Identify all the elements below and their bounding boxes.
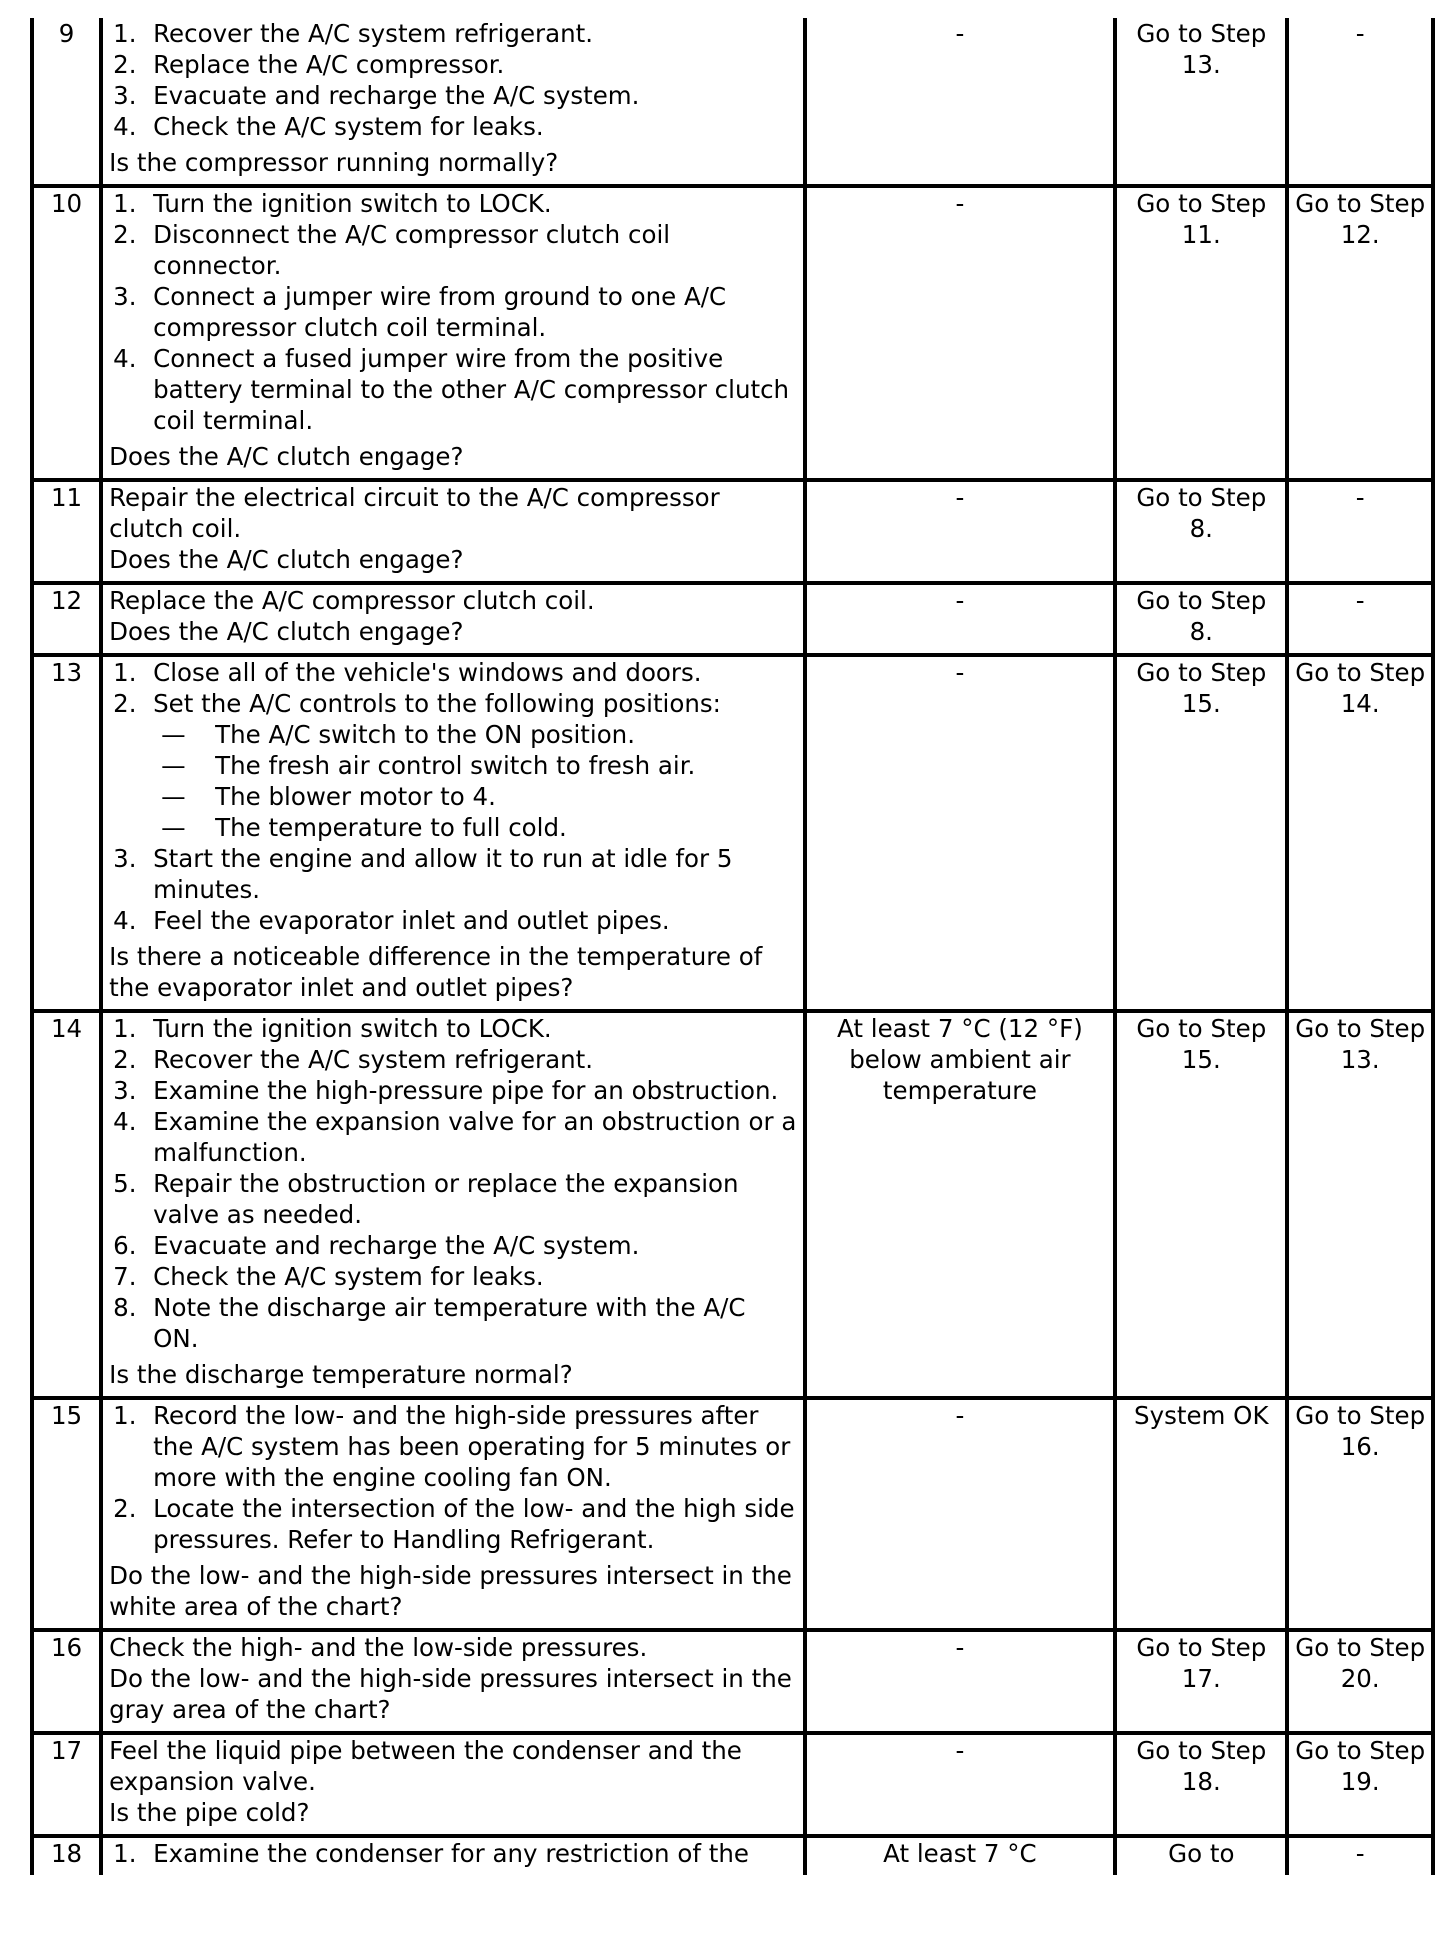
action-item: [109, 843, 797, 905]
no-action: Go to Step 20.: [1287, 1630, 1433, 1733]
action-text: Examine the high-pressure pipe for an obstruction.: [153, 1076, 779, 1105]
table-row: [32, 583, 1433, 655]
step-actions: [101, 1398, 805, 1630]
table-row: [32, 1733, 1433, 1836]
step-instruction: Repair the electrical circuit to the A/C compressor clutch coil.: [109, 483, 720, 543]
action-item: [109, 1261, 797, 1292]
yes-action: Go to: [1115, 1836, 1287, 1875]
dash-bullet: —: [161, 782, 186, 811]
action-list: [109, 1838, 797, 1869]
step-actions: [101, 1733, 805, 1836]
table-row: [32, 655, 1433, 1011]
setting-text: The A/C switch to the ON position.: [215, 720, 635, 749]
action-number: 8.: [113, 1293, 137, 1322]
action-text: Close all of the vehicle's windows and doors.: [153, 658, 702, 687]
step-actions: [101, 480, 805, 583]
spec-value: At least 7 °C (12 °F) below ambient air temperature: [805, 1011, 1116, 1398]
action-item: [109, 49, 797, 80]
action-number: 2.: [113, 220, 137, 249]
setting-item: [109, 719, 797, 750]
action-text: Start the engine and allow it to run at idle for 5 minutes.: [153, 844, 733, 904]
action-item: [109, 18, 797, 49]
action-item: [109, 1075, 797, 1106]
step-number: 11: [32, 480, 101, 583]
action-item: [109, 1292, 797, 1354]
spec-value: -: [805, 18, 1116, 186]
action-item: [109, 1838, 797, 1869]
yes-action: Go to Step 18.: [1115, 1733, 1287, 1836]
step-number: 14: [32, 1011, 101, 1398]
action-text: Examine the condenser for any restriction of the: [153, 1839, 749, 1868]
step-question: Does the A/C clutch engage?: [109, 545, 464, 574]
step-number: 17: [32, 1733, 101, 1836]
step-actions: [101, 1836, 805, 1875]
yes-action: Go to Step 8.: [1115, 583, 1287, 655]
no-action: Go to Step 12.: [1287, 186, 1433, 480]
action-list: [109, 188, 797, 436]
action-text: Locate the intersection of the low- and the high side pressures. Refer to Handling Refrigerant.: [153, 1494, 795, 1554]
step-actions: [101, 18, 805, 186]
diagnostic-table: [30, 18, 1435, 1875]
step-number: 13: [32, 655, 101, 1011]
action-item: [109, 343, 797, 436]
table-row: [32, 1398, 1433, 1630]
dash-bullet: —: [161, 751, 186, 780]
action-text: Examine the expansion valve for an obstruction or a malfunction.: [153, 1107, 797, 1167]
action-list: [109, 843, 797, 936]
step-question: Is the discharge temperature normal?: [109, 1360, 573, 1389]
action-number: 4.: [113, 906, 137, 935]
step-number: 16: [32, 1630, 101, 1733]
action-item: [109, 1400, 797, 1493]
spec-value: -: [805, 655, 1116, 1011]
action-text: Set the A/C controls to the following positions:: [153, 689, 721, 718]
yes-action: Go to Step 8.: [1115, 480, 1287, 583]
table-row: [32, 480, 1433, 583]
action-number: 3.: [113, 1076, 137, 1105]
action-text: Replace the A/C compressor.: [153, 50, 505, 79]
action-item: [109, 688, 797, 719]
no-action: Go to Step 13.: [1287, 1011, 1433, 1398]
action-text: Connect a fused jumper wire from the positive battery terminal to the other A/C compressor clutch coil terminal.: [153, 344, 790, 435]
action-number: 3.: [113, 844, 137, 873]
yes-action: Go to Step 11.: [1115, 186, 1287, 480]
action-text: Evacuate and recharge the A/C system.: [153, 81, 640, 110]
action-item: [109, 1230, 797, 1261]
action-text: Recover the A/C system refrigerant.: [153, 1045, 594, 1074]
action-number: 3.: [113, 282, 137, 311]
action-number: 2.: [113, 689, 137, 718]
no-action: -: [1287, 583, 1433, 655]
yes-action: System OK: [1115, 1398, 1287, 1630]
action-item: [109, 1106, 797, 1168]
step-actions: [101, 1630, 805, 1733]
action-item: [109, 281, 797, 343]
action-number: 1.: [113, 19, 137, 48]
spec-value: At least 7 °C: [805, 1836, 1116, 1875]
action-text: Turn the ignition switch to LOCK.: [153, 189, 552, 218]
table-row: [32, 1011, 1433, 1398]
setting-item: [109, 812, 797, 843]
no-action: Go to Step 19.: [1287, 1733, 1433, 1836]
action-number: 6.: [113, 1231, 137, 1260]
table-row: [32, 1630, 1433, 1733]
step-actions: [101, 583, 805, 655]
action-number: 4.: [113, 112, 137, 141]
setting-text: The fresh air control switch to fresh air.: [215, 751, 696, 780]
setting-item: [109, 781, 797, 812]
table-row: [32, 1836, 1433, 1875]
action-number: 1.: [113, 1839, 137, 1868]
action-item: [109, 219, 797, 281]
no-action: -: [1287, 18, 1433, 186]
yes-action: Go to Step 15.: [1115, 655, 1287, 1011]
action-number: 4.: [113, 1107, 137, 1136]
setting-text: The blower motor to 4.: [215, 782, 496, 811]
action-item: [109, 1044, 797, 1075]
step-question: Do the low- and the high-side pressures intersect in the white area of the chart?: [109, 1561, 792, 1621]
step-actions: [101, 655, 805, 1011]
step-instruction: Feel the liquid pipe between the condenser and the expansion valve.: [109, 1736, 742, 1796]
action-number: 4.: [113, 344, 137, 373]
setting-text: The temperature to full cold.: [215, 813, 567, 842]
step-number: 10: [32, 186, 101, 480]
dash-bullet: —: [161, 813, 186, 842]
action-item: [109, 657, 797, 688]
spec-value: -: [805, 186, 1116, 480]
action-item: [109, 80, 797, 111]
action-item: [109, 111, 797, 142]
step-question: Does the A/C clutch engage?: [109, 442, 464, 471]
action-item: [109, 1493, 797, 1555]
step-number: 18: [32, 1836, 101, 1875]
step-number: 9: [32, 18, 101, 186]
setting-item: [109, 750, 797, 781]
no-action: Go to Step 14.: [1287, 655, 1433, 1011]
action-text: Repair the obstruction or replace the expansion valve as needed.: [153, 1169, 739, 1229]
action-text: Recover the A/C system refrigerant.: [153, 19, 594, 48]
action-text: Note the discharge air temperature with the A/C ON.: [153, 1293, 746, 1353]
yes-action: Go to Step 15.: [1115, 1011, 1287, 1398]
action-text: Check the A/C system for leaks.: [153, 1262, 544, 1291]
action-item: [109, 188, 797, 219]
action-number: 2.: [113, 1045, 137, 1074]
yes-action: Go to Step 13.: [1115, 18, 1287, 186]
no-action: -: [1287, 480, 1433, 583]
action-number: 2.: [113, 50, 137, 79]
diagnostic-table-body: [32, 18, 1433, 1875]
step-question: Is there a noticeable difference in the temperature of the evaporator inlet and outlet pipes?: [109, 942, 763, 1002]
no-action: Go to Step 16.: [1287, 1398, 1433, 1630]
step-question: Is the pipe cold?: [109, 1798, 310, 1827]
action-number: 2.: [113, 1494, 137, 1523]
step-question: Does the A/C clutch engage?: [109, 617, 464, 646]
step-question: Do the low- and the high-side pressures intersect in the gray area of the chart?: [109, 1664, 792, 1724]
action-item: [109, 905, 797, 936]
action-number: 1.: [113, 658, 137, 687]
dash-bullet: —: [161, 720, 186, 749]
table-row: [32, 18, 1433, 186]
action-list: [109, 1400, 797, 1555]
step-number: 15: [32, 1398, 101, 1630]
spec-value: -: [805, 1733, 1116, 1836]
action-text: Check the A/C system for leaks.: [153, 112, 544, 141]
step-instruction: Check the high- and the low-side pressures.: [109, 1633, 648, 1662]
step-number: 12: [32, 583, 101, 655]
action-item: [109, 1013, 797, 1044]
spec-value: -: [805, 480, 1116, 583]
action-text: Connect a jumper wire from ground to one A/C compressor clutch coil terminal.: [153, 282, 727, 342]
action-text: Record the low- and the high-side pressures after the A/C system has been operating for 5 minutes or more with the engine cooling fan ON.: [153, 1401, 791, 1492]
action-list: [109, 18, 797, 142]
step-question: Is the compressor running normally?: [109, 148, 559, 177]
spec-value: -: [805, 583, 1116, 655]
action-number: 1.: [113, 189, 137, 218]
action-number: 1.: [113, 1401, 137, 1430]
action-list: [109, 657, 797, 719]
action-list: [109, 1013, 797, 1354]
table-row: [32, 186, 1433, 480]
step-actions: [101, 186, 805, 480]
action-number: 7.: [113, 1262, 137, 1291]
yes-action: Go to Step 17.: [1115, 1630, 1287, 1733]
action-text: Feel the evaporator inlet and outlet pipes.: [153, 906, 670, 935]
action-number: 5.: [113, 1169, 137, 1198]
action-text: Turn the ignition switch to LOCK.: [153, 1014, 552, 1043]
step-instruction: Replace the A/C compressor clutch coil.: [109, 586, 595, 615]
spec-value: -: [805, 1398, 1116, 1630]
action-text: Evacuate and recharge the A/C system.: [153, 1231, 640, 1260]
spec-value: -: [805, 1630, 1116, 1733]
action-number: 3.: [113, 81, 137, 110]
setting-list: [109, 719, 797, 843]
action-item: [109, 1168, 797, 1230]
no-action: -: [1287, 1836, 1433, 1875]
action-text: Disconnect the A/C compressor clutch coil connector.: [153, 220, 671, 280]
action-number: 1.: [113, 1014, 137, 1043]
step-actions: [101, 1011, 805, 1398]
